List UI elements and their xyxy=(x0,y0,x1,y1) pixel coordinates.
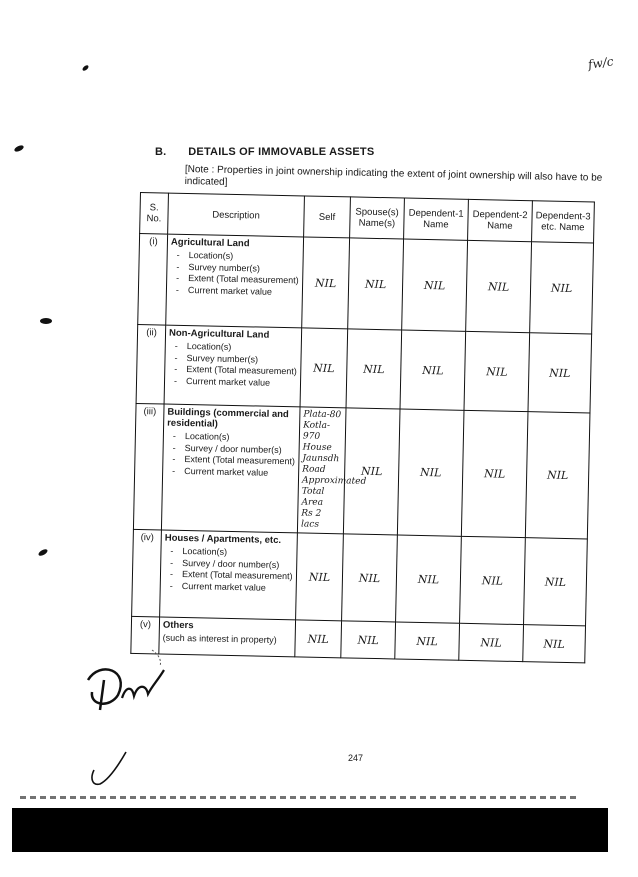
row-sno: (iii) xyxy=(133,403,164,530)
row-description xyxy=(164,325,302,407)
section-title: DETAILS OF IMMOVABLE ASSETS xyxy=(188,146,375,158)
cell-self: NIL xyxy=(295,620,342,658)
cell-dependent-1: NIL xyxy=(400,330,466,410)
margin-punch-mark xyxy=(40,318,52,324)
row-sno: (iv) xyxy=(132,529,162,617)
row-item: - Extent (Total measurement) xyxy=(186,364,297,378)
handwritten-line: Road xyxy=(302,464,326,475)
cell-spouse: NIL xyxy=(341,621,396,659)
row-title: Houses / Apartments, etc. xyxy=(164,532,282,547)
section-note: [Note : Properties in joint ownership indicating the extent of joint ownership will also have to be indicated] xyxy=(184,164,603,188)
cell-dependent-3: NIL xyxy=(523,625,586,663)
cell-dependent-2: NIL xyxy=(461,410,528,537)
cell-self-handwritten xyxy=(297,407,367,534)
cell-dependent-3: NIL xyxy=(524,538,588,626)
row-item: - Current market value xyxy=(182,580,293,594)
cell-dependent-1: NIL xyxy=(397,409,464,536)
row-title: Non-Agricultural Land xyxy=(168,327,270,341)
table-row xyxy=(132,529,588,625)
row-title: Buildings (commercial and residential) xyxy=(167,406,289,430)
row-description xyxy=(160,530,298,620)
row-item: - Survey number(s) xyxy=(188,262,299,276)
margin-punch-mark xyxy=(82,64,90,72)
row-item: - Survey number(s) xyxy=(186,353,297,367)
cell-dependent-2: NIL xyxy=(459,623,524,661)
row-description xyxy=(166,234,304,328)
row-item: - Extent (Total measurement) xyxy=(188,273,299,287)
handwritten-line: Jaunsdh xyxy=(302,453,340,465)
immovable-assets-table xyxy=(130,192,594,663)
row-title: Others xyxy=(162,619,194,632)
section-heading xyxy=(155,146,374,158)
scan-black-band xyxy=(12,808,608,852)
row-description xyxy=(161,404,300,533)
row-item: - Extent (Total measurement) xyxy=(182,569,293,583)
cell-dependent-2: NIL xyxy=(464,331,530,411)
header-description: Description xyxy=(168,193,305,237)
row-item: - Current market value xyxy=(184,465,295,479)
cell-spouse: NIL xyxy=(343,408,400,535)
handwritten-line: Rs 2 lacs xyxy=(300,508,322,530)
row-item: - Survey / door number(s) xyxy=(182,557,293,571)
cell-dependent-2: NIL xyxy=(460,536,526,624)
section-number: B. xyxy=(155,146,167,158)
handwritten-line: House xyxy=(302,442,332,454)
header-dependent-2: Dependent-2 Name xyxy=(468,199,533,241)
cell-dependent-1: NIL xyxy=(395,622,460,660)
margin-punch-mark xyxy=(13,144,24,153)
table-row xyxy=(133,403,590,538)
header-spouse: Spouse(s) Name(s) xyxy=(350,197,405,239)
cell-dependent-3: NIL xyxy=(525,412,590,539)
row-sno: (ii) xyxy=(136,324,166,404)
header-sno: S. No. xyxy=(140,193,169,235)
row-item: - Location(s) xyxy=(189,250,300,264)
scan-artifact-streak xyxy=(20,796,580,799)
table-row xyxy=(136,324,592,412)
header-self: Self xyxy=(304,196,351,238)
row-title: Agricultural Land xyxy=(170,236,250,250)
cell-dependent-2: NIL xyxy=(466,240,532,332)
row-sno: (i) xyxy=(138,234,168,326)
cell-self: NIL xyxy=(300,328,348,408)
cell-spouse: NIL xyxy=(346,329,402,409)
cell-spouse: NIL xyxy=(342,534,398,622)
row-item: - Location(s) xyxy=(185,431,296,445)
header-dependent-3: Dependent-3 etc. Name xyxy=(532,201,595,243)
header-dependent-1: Dependent-1 Name xyxy=(404,198,469,240)
row-sno: (v) xyxy=(131,616,160,654)
cell-dependent-3: NIL xyxy=(530,242,594,334)
cell-self: NIL xyxy=(302,237,350,329)
row-item: - Extent (Total measurement) xyxy=(184,454,295,468)
cell-self: NIL xyxy=(296,533,344,621)
cell-dependent-3: NIL xyxy=(528,333,592,413)
row-item: - Survey / door number(s) xyxy=(185,442,296,456)
tick-mark xyxy=(88,748,132,792)
table-row xyxy=(138,234,594,334)
handwritten-line: Kotla-970 xyxy=(302,420,331,442)
row-item: - Location(s) xyxy=(182,546,293,560)
signature-initials xyxy=(60,640,180,730)
handwritten-line: Total Area xyxy=(301,486,325,508)
corner-handwritten-note: fw/c xyxy=(587,54,615,72)
row-item: - Current market value xyxy=(188,285,299,299)
cell-spouse: NIL xyxy=(348,238,404,330)
handwritten-line: Plata-80 xyxy=(303,409,342,421)
row-item: - Current market value xyxy=(186,376,297,390)
cell-dependent-1: NIL xyxy=(396,535,462,623)
cell-dependent-1: NIL xyxy=(402,239,468,331)
handwritten-line: Approximated xyxy=(301,475,367,487)
margin-punch-mark xyxy=(37,548,48,557)
row-item: - Location(s) xyxy=(187,341,298,355)
page-number: 247 xyxy=(348,753,364,763)
row-subtitle: (such as interest in property) xyxy=(162,632,277,645)
